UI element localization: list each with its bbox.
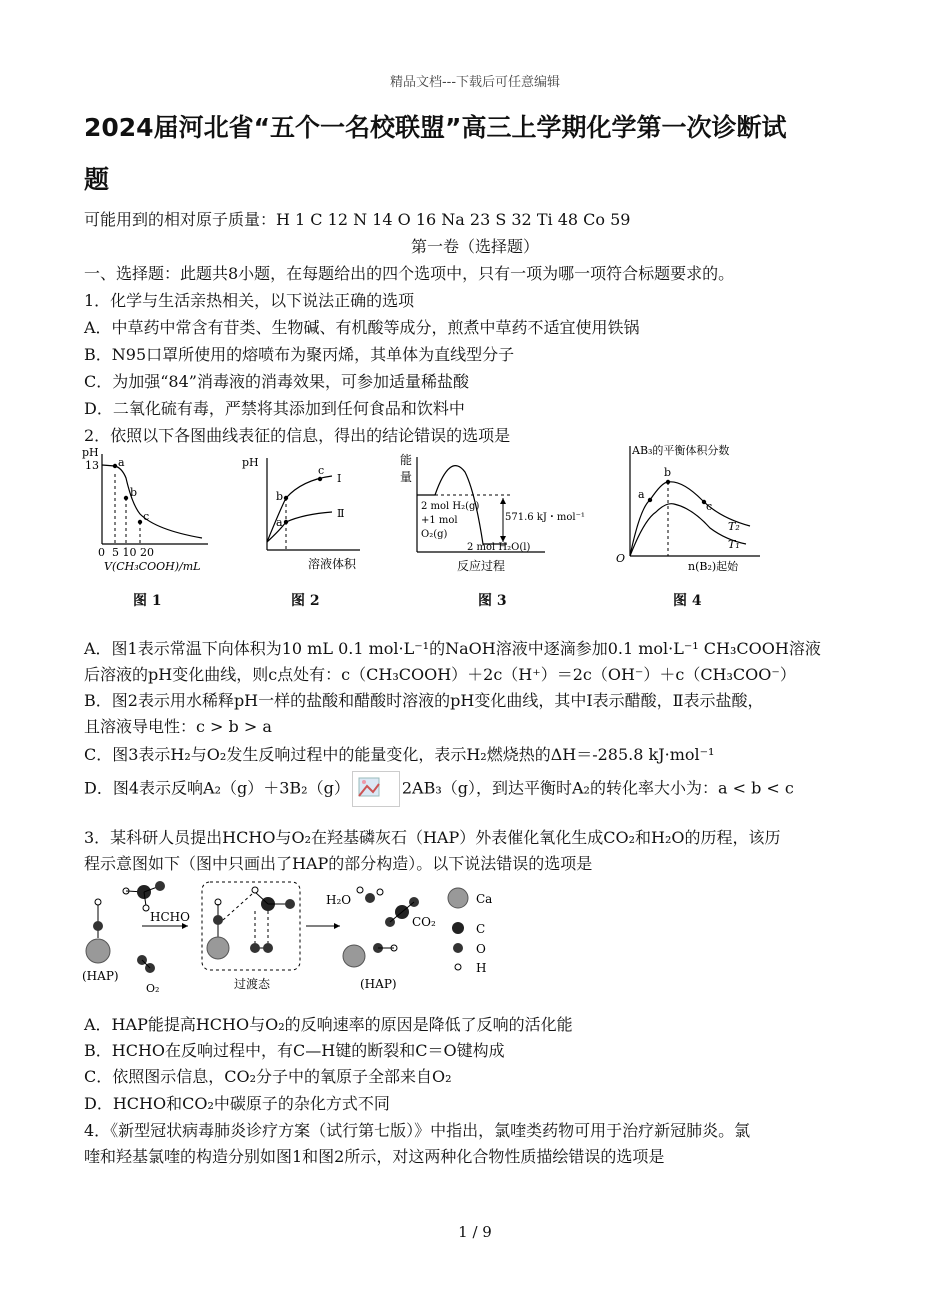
figure-1-caption: 图 1 <box>133 593 162 609</box>
page-number: 1 / 9 <box>458 1223 492 1241</box>
h2o-label: H₂O <box>326 893 352 907</box>
fig2-xlabel: 溶液体积 <box>308 557 357 571</box>
q1-option-d: D．二氧化硫有毒，严禁将其添加到任何食品和饮料中 <box>84 399 465 418</box>
fig2-ylabel: pH <box>242 456 259 469</box>
fig3-delta-h: 571.6 kJ・mol⁻¹ <box>505 512 585 523</box>
q2-stem: 2．依照以下各图曲线表征的信息，得出的结论错误的选项是 <box>84 426 511 445</box>
q1-option-c: C．为加强“84”消毒液的消毒效果，可参加适量稀盐酸 <box>84 372 469 391</box>
fig3-product: 2 mol H₂O(l) <box>467 542 531 553</box>
figure-hap-mechanism <box>80 876 520 1001</box>
figure-2-dilution-curve <box>240 450 370 575</box>
q3-option-a: A．HAP能提高HCHO与O₂的反响速率的原因是降低了反响的活化能 <box>84 1015 573 1034</box>
legend-c: C <box>476 922 486 936</box>
q1-option-a: A．中草药中常含有苷类、生物碱、有机酸等成分，煎煮中草药不适宜使用铁锅 <box>84 318 640 337</box>
fig3-xlabel: 反应过程 <box>457 559 506 573</box>
hap-label-right: (HAP) <box>360 977 397 991</box>
volume-title: 第一卷（选择题） <box>410 237 539 256</box>
legend-o: O <box>476 942 486 956</box>
fig1-point-a: a <box>118 456 125 469</box>
q2-option-b-line2: 且溶液导电性：c > b > a <box>84 717 272 736</box>
fig2-point-c: c <box>318 464 325 477</box>
fig2-curve-I: Ⅰ <box>337 472 342 485</box>
fig1-point-c: c <box>143 510 150 523</box>
fig1-xticks: 0 5 10 20 <box>98 546 154 559</box>
figure-4-caption: 图 4 <box>673 593 702 609</box>
title-line-1: 2024届河北省“五个一名校联盟”高三上学期化学第一次诊断试 <box>84 113 787 142</box>
fig4-origin: O <box>616 552 626 565</box>
atomic-masses: 可能用到的相对原子质量：H 1 C 12 N 14 O 16 Na 23 S 32 Ti 48 Co 59 <box>84 210 631 229</box>
co2-label: CO₂ <box>412 915 436 929</box>
figure-2-caption: 图 2 <box>291 593 320 609</box>
broken-image-icon <box>352 771 400 807</box>
fig4-point-c: c <box>706 500 713 513</box>
fig3-reactant-3: O₂(g) <box>421 529 448 540</box>
q2-option-a-line1: A．图1表示常温下向体积为10 mL 0.1 mol·L⁻¹的NaOH溶液中逐滴参加0.1 mol·L⁻¹ CH₃COOH溶液 <box>84 639 821 658</box>
fig1-y13: 13 <box>85 459 99 472</box>
q2-option-c: C．图3表示H₂与O₂发生反响过程中的能量变化，表示H₂燃烧热的ΔH＝-285.8 kJ·mol⁻¹ <box>84 745 715 764</box>
fig4-ylabel: AB₃的平衡体积分数 <box>632 444 730 457</box>
q3-stem-line1: 3．某科研人员提出HCHO与O₂在羟基磷灰石（HAP）外表催化氧化生成CO₂和H₂O的历程，该历 <box>84 828 781 847</box>
q2-option-b-line1: B．图2表示用水稀释pH一样的盐酸和醋酸时溶液的pH变化曲线，其中Ⅰ表示醋酸，Ⅱ表示盐酸， <box>84 691 764 710</box>
section-heading: 一、选择题：此题共8小题，在每题给出的四个选项中，只有一项为哪一项符合标题要求的。 <box>84 264 735 283</box>
q3-option-b: B．HCHO在反响过程中，有C—H键的断裂和C＝O键构成 <box>84 1041 505 1060</box>
fig3-ylabel-2: 量 <box>400 470 413 484</box>
fig1-xlabel: V(CH₃COOH)/mL <box>104 560 201 573</box>
q4-stem-line1: 4．《新型冠状病毒肺炎诊疗方案（试行第七版）》中指出，氯喹类药物可用于治疗新冠肺炎。氯 <box>84 1121 751 1140</box>
legend-ca: Ca <box>476 892 493 906</box>
figure-3-energy-diagram <box>395 452 595 577</box>
q3-option-d: D．HCHO和CO₂中碳原子的杂化方式不同 <box>84 1094 390 1113</box>
transition-state-label: 过渡态 <box>234 977 271 991</box>
q2-option-d-post: 2AB₃（g），到达平衡时A₂的转化率大小为：a < b < c <box>401 778 794 798</box>
q1-option-b: B．N95口罩所使用的熔喷布为聚丙烯，其单体为直线型分子 <box>84 345 515 364</box>
fig3-reactant-1: 2 mol H₂(g) <box>421 501 480 512</box>
o2-label: O₂ <box>146 982 160 995</box>
fig2-curve-II: Ⅱ <box>337 507 345 520</box>
q1-stem: 1．化学与生活亲热相关，以下说法正确的选项 <box>84 291 415 310</box>
q2-option-d <box>84 771 794 807</box>
fig3-reactant-2: +1 mol <box>421 515 458 526</box>
figure-4-equilibrium-curve <box>610 438 790 576</box>
fig4-xlabel: n(B₂)起始 <box>688 560 739 573</box>
fig4-T1: T₁ <box>728 538 740 551</box>
fig4-T2: T₂ <box>728 520 740 533</box>
figure-3-caption: 图 3 <box>478 593 507 609</box>
figure-1-titration-curve <box>80 444 220 576</box>
legend-h: H <box>476 961 487 975</box>
q2-option-a-line2: 后溶液的pH变化曲线，则c点处有：c（CH₃COOH）＋2c（H⁺）＝2c（OH⁻）＋c（CH₃COO⁻） <box>84 665 796 684</box>
hap-label-left: (HAP) <box>82 969 119 983</box>
q3-option-c: C．依照图示信息，CO₂分子中的氧原子全部来自O₂ <box>84 1067 452 1086</box>
fig3-ylabel-1: 能 <box>400 453 413 467</box>
fig2-point-a: a <box>276 516 283 529</box>
document-title <box>84 102 884 206</box>
fig1-point-b: b <box>130 486 138 499</box>
fig1-ylabel: pH <box>82 446 99 459</box>
hcho-label: HCHO <box>150 910 190 924</box>
fig4-point-b: b <box>664 466 672 479</box>
q2-option-d-pre: D．图4表示反响A₂（g）＋3B₂（g） <box>84 778 350 798</box>
fig2-point-b: b <box>276 490 284 503</box>
q4-stem-line2: 喹和羟基氯喹的构造分别如图1和图2所示，对这两种化合物性质描绘错误的选项是 <box>84 1147 665 1166</box>
title-line-2: 题 <box>84 165 110 194</box>
fig4-point-a: a <box>638 488 645 501</box>
q3-stem-line2: 程示意图如下（图中只画出了HAP的部分构造）。以下说法错误的选项是 <box>84 854 593 873</box>
page-header: 精品文档---下载后可任意编辑 <box>389 75 561 90</box>
